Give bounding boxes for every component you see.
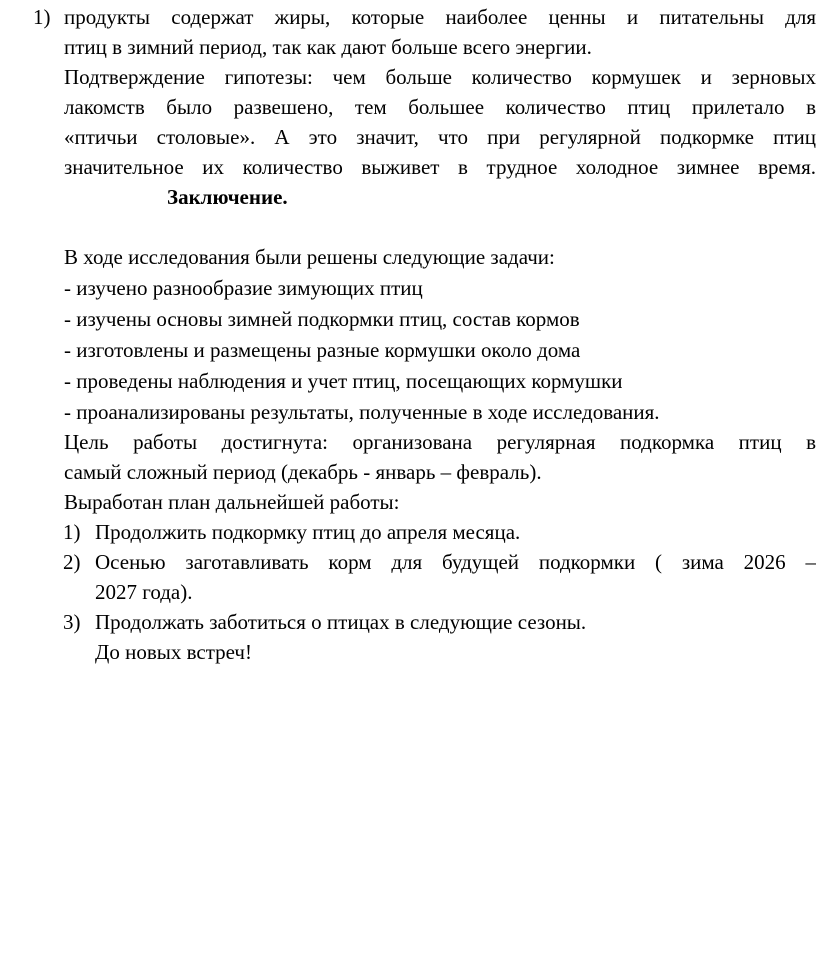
list-number: 1) <box>33 5 51 29</box>
list-item-text: птиц в зимний период, так как дают больше всего энергии. <box>64 35 592 59</box>
plan-item-text: До новых встреч! <box>95 640 252 664</box>
paragraph-line: лакомств было развешено, тем большее количество птиц прилетало в <box>64 95 816 119</box>
list-number: 1) <box>63 520 81 544</box>
list-number: 2) <box>63 550 81 574</box>
plan-item-text: 2027 года). <box>95 580 193 604</box>
plan-item-text: Продолжать заботиться о птицах в следующие сезоны. <box>95 610 587 634</box>
task-item: - изучены основы зимней подкормки птиц, состав кормов <box>64 307 580 331</box>
paragraph-line: «птичьи столовые». А это значит, что при регулярной подкормке птиц <box>64 125 816 149</box>
task-item: - изучено разнообразие зимующих птиц <box>64 276 423 300</box>
paragraph-line: значительное их количество выживет в трудное холодное зимнее время. <box>64 155 816 179</box>
list-number: 3) <box>63 610 81 634</box>
task-item: - изготовлены и размещены разные кормушки около дома <box>64 338 581 362</box>
section-heading: Заключение. <box>167 185 288 209</box>
paragraph-line: Подтверждение гипотезы: чем больше количество кормушек и зерновых <box>64 65 816 89</box>
paragraph-line: самый сложный период (декабрь - январь – февраль). <box>64 460 542 484</box>
plan-item-text: Продолжить подкормку птиц до апреля месяца. <box>95 520 521 544</box>
task-item: - проведены наблюдения и учет птиц, посещающих кормушки <box>64 369 623 393</box>
task-item: - проанализированы результаты, полученные в ходе исследования. <box>64 400 660 424</box>
plan-item-text: Осенью заготавливать корм для будущей подкормки ( зима 2026 – <box>95 550 816 574</box>
paragraph-line: В ходе исследования были решены следующие задачи: <box>64 245 555 269</box>
paragraph-line: Цель работы достигнута: организована регулярная подкормка птиц в <box>64 430 816 454</box>
list-item-text: продукты содержат жиры, которые наиболее ценны и питательны для <box>64 5 816 29</box>
paragraph-line: Выработан план дальнейшей работы: <box>64 490 400 514</box>
